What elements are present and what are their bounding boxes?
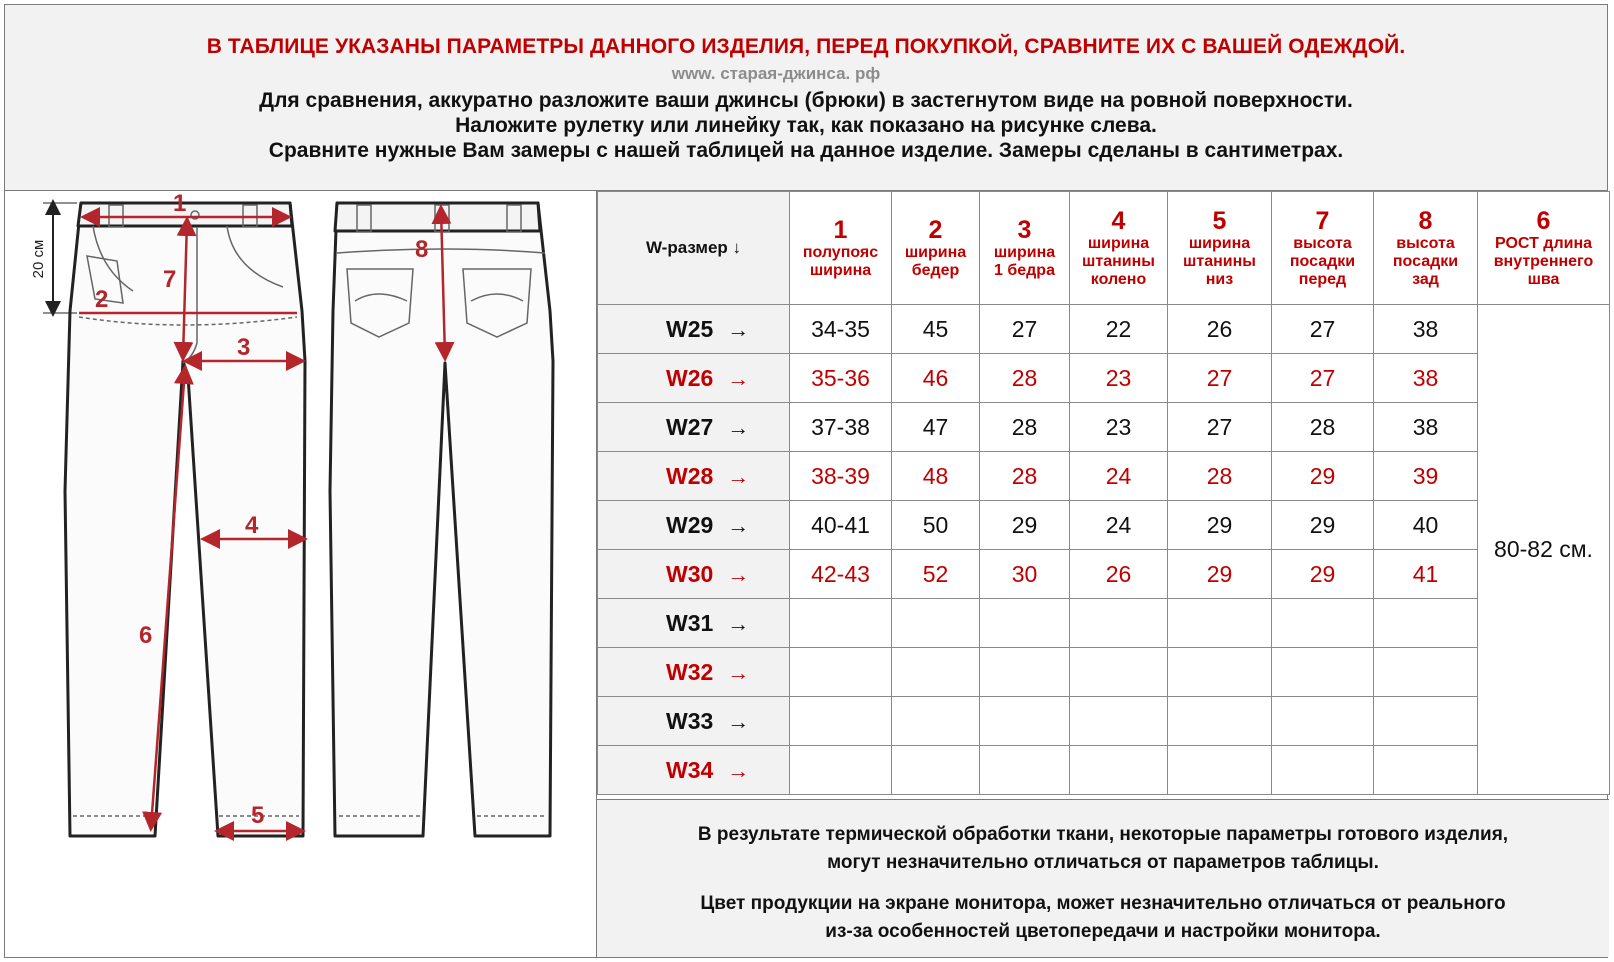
size-cell: W26 → <box>598 354 790 403</box>
value-cell: 39 <box>1374 452 1478 501</box>
value-cell: 28 <box>980 452 1070 501</box>
value-cell: 42-43 <box>790 550 892 599</box>
table-row <box>598 501 1610 550</box>
size-cell: W25 → <box>598 305 790 354</box>
value-cell <box>980 746 1070 795</box>
value-cell: 35-36 <box>790 354 892 403</box>
col-header-8: 8 высота посадки зад <box>1374 192 1478 305</box>
value-cell <box>1374 648 1478 697</box>
value-cell <box>1272 697 1374 746</box>
value-cell <box>1374 697 1478 746</box>
header-panel <box>5 5 1607 191</box>
col-header-7: 7 высота посадки перед <box>1272 192 1374 305</box>
value-cell <box>980 599 1070 648</box>
side-20cm-label: 20 см <box>30 239 47 279</box>
jeans-measurement-diagram <box>5 191 597 957</box>
table-row <box>598 452 1610 501</box>
value-cell <box>1168 697 1272 746</box>
size-cell: W32 → <box>598 648 790 697</box>
value-cell: 29 <box>1272 452 1374 501</box>
size-cell: W34 → <box>598 746 790 795</box>
value-cell: 48 <box>892 452 980 501</box>
col-header-1: 1 полупояс ширина <box>790 192 892 305</box>
value-cell <box>790 648 892 697</box>
value-cell: 52 <box>892 550 980 599</box>
value-cell: 29 <box>980 501 1070 550</box>
value-cell: 27 <box>1168 403 1272 452</box>
value-cell: 38 <box>1374 305 1478 354</box>
value-cell <box>1070 746 1168 795</box>
table-row <box>598 648 1610 697</box>
value-cell: 27 <box>1168 354 1272 403</box>
value-cell: 23 <box>1070 403 1168 452</box>
value-cell <box>790 697 892 746</box>
instruction-line-2: Наложите рулетку или линейку так, как показано на рисунке слева. <box>455 114 1157 137</box>
footer-note-2: могут незначительно отличаться от параметров таблицы. <box>827 852 1379 873</box>
value-cell: 29 <box>1168 550 1272 599</box>
size-cell: W28 → <box>598 452 790 501</box>
instruction-line-1: Для сравнения, аккуратно разложите ваши джинсы (брюки) в застегнутом виде на ровной поверхности. <box>259 89 1353 112</box>
table-row <box>598 746 1610 795</box>
value-cell: 40-41 <box>790 501 892 550</box>
value-cell: 28 <box>980 403 1070 452</box>
value-cell: 27 <box>980 305 1070 354</box>
value-cell: 30 <box>980 550 1070 599</box>
value-cell <box>1374 599 1478 648</box>
inseam-height-value: 80-82 см. <box>1478 305 1610 795</box>
size-cell: W27 → <box>598 403 790 452</box>
measure-label-8: 8 <box>415 236 429 263</box>
value-cell <box>1070 599 1168 648</box>
size-cell: W29 → <box>598 501 790 550</box>
measure-label-4: 4 <box>245 512 259 539</box>
value-cell: 28 <box>1168 452 1272 501</box>
value-cell: 41 <box>1374 550 1478 599</box>
value-cell: 29 <box>1272 501 1374 550</box>
instruction-line-3: Сравните нужные Вам замеры с нашей таблицей на данное изделие. Замеры сделаны в сантиметрах. <box>268 139 1344 162</box>
value-cell: 29 <box>1272 550 1374 599</box>
value-cell: 24 <box>1070 501 1168 550</box>
size-cell: W30 → <box>598 550 790 599</box>
measure-label-1: 1 <box>173 191 187 217</box>
size-chart-frame <box>4 4 1608 958</box>
value-cell <box>1168 599 1272 648</box>
value-cell <box>892 746 980 795</box>
value-cell: 26 <box>1070 550 1168 599</box>
value-cell <box>1070 648 1168 697</box>
value-cell <box>980 648 1070 697</box>
value-cell: 24 <box>1070 452 1168 501</box>
table-row <box>598 697 1610 746</box>
value-cell <box>1168 648 1272 697</box>
value-cell: 38-39 <box>790 452 892 501</box>
value-cell: 45 <box>892 305 980 354</box>
footer-note-1: В результате термической обработки ткани, некоторые параметры готового изделия, <box>697 824 1509 845</box>
footer-note-3: Цвет продукции на экране монитора, может незначительно отличаться от реального <box>700 893 1506 914</box>
value-cell <box>892 599 980 648</box>
size-cell: W33 → <box>598 697 790 746</box>
value-cell: 40 <box>1374 501 1478 550</box>
value-cell <box>892 697 980 746</box>
value-cell: 47 <box>892 403 980 452</box>
value-cell <box>790 746 892 795</box>
value-cell: 50 <box>892 501 980 550</box>
col-header-3: 3 ширина 1 бедра <box>980 192 1070 305</box>
col-header-2: 2 ширина бедер <box>892 192 980 305</box>
measure-label-2: 2 <box>95 286 109 313</box>
value-cell: 28 <box>1272 403 1374 452</box>
value-cell <box>892 648 980 697</box>
footer-notes <box>597 799 1609 957</box>
table-header-row <box>598 192 1610 305</box>
value-cell <box>1272 746 1374 795</box>
size-table <box>597 191 1610 795</box>
value-cell: 23 <box>1070 354 1168 403</box>
value-cell <box>1070 697 1168 746</box>
footer-note-4: из-за особенностей цветопередачи и настройки монитора. <box>825 921 1381 942</box>
value-cell: 28 <box>980 354 1070 403</box>
value-cell: 38 <box>1374 403 1478 452</box>
value-cell: 38 <box>1374 354 1478 403</box>
table-row <box>598 599 1610 648</box>
value-cell <box>980 697 1070 746</box>
measure-label-5: 5 <box>251 802 265 829</box>
table-row <box>598 305 1610 354</box>
back-jeans-outline <box>330 203 553 836</box>
col-header-6: 6 РОСТ длина внутреннего шва <box>1478 192 1610 305</box>
col-header-4: 4 ширина штанины колено <box>1070 192 1168 305</box>
col-header-5: 5 ширина штанины низ <box>1168 192 1272 305</box>
size-cell: W31 → <box>598 599 790 648</box>
measure-label-3: 3 <box>237 334 251 361</box>
value-cell <box>1272 599 1374 648</box>
measure-label-7: 7 <box>163 266 177 293</box>
value-cell: 27 <box>1272 305 1374 354</box>
table-row <box>598 354 1610 403</box>
value-cell <box>790 599 892 648</box>
value-cell: 29 <box>1168 501 1272 550</box>
value-cell: 34-35 <box>790 305 892 354</box>
table-row <box>598 403 1610 452</box>
value-cell <box>1272 648 1374 697</box>
table-row <box>598 550 1610 599</box>
size-column-header: W-размер ↓ <box>598 192 790 305</box>
jeans-drawing <box>5 191 595 955</box>
value-cell <box>1168 746 1272 795</box>
value-cell: 46 <box>892 354 980 403</box>
site-url: www. старая-джинса. рф <box>671 64 881 83</box>
value-cell: 37-38 <box>790 403 892 452</box>
value-cell <box>1374 746 1478 795</box>
value-cell: 26 <box>1168 305 1272 354</box>
header-title: В ТАБЛИЦЕ УКАЗАНЫ ПАРАМЕТРЫ ДАННОГО ИЗДЕЛИЯ, ПЕРЕД ПОКУПКОЙ, СРАВНИТЕ ИХ С ВАШЕЙ ОДЕЖДОЙ. <box>206 35 1406 58</box>
measure-label-6: 6 <box>139 622 153 649</box>
value-cell: 22 <box>1070 305 1168 354</box>
value-cell: 27 <box>1272 354 1374 403</box>
